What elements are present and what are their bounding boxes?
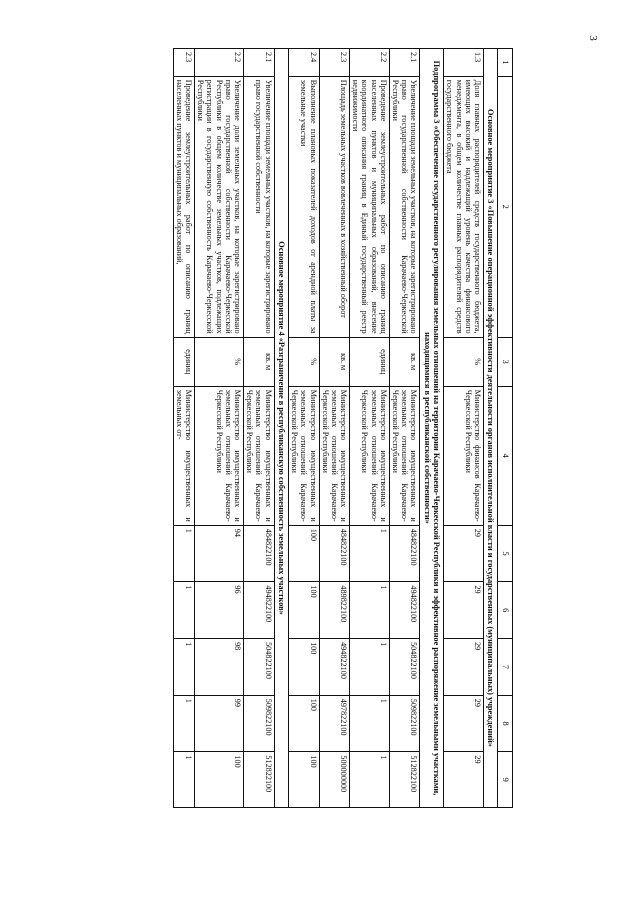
row-number: 1.3 [444, 49, 484, 77]
value-year-5: 100 [288, 752, 319, 808]
column-header: 5 [498, 525, 513, 582]
value-year-4: 509822100 [389, 695, 420, 752]
value-year-4: 1 [350, 695, 390, 752]
value-year-1: 484822100 [244, 525, 275, 582]
value-year-4: 1 [173, 695, 194, 752]
table-row [288, 49, 319, 808]
unit: % [444, 337, 484, 386]
table-row [444, 49, 484, 808]
value-year-2: 96 [195, 582, 244, 639]
section-title: Подпрограмма 3 «Обеспечение государственного регулирования земельных отношений на территории Карачаево-Черкесской Республики и эффективное распоряжение земельными участками, находящимися в республиканской собственности» [420, 49, 444, 808]
value-year-5: 512822100 [244, 752, 275, 808]
value-year-5: 1 [173, 752, 194, 808]
table-row [319, 49, 350, 808]
value-year-2: 494822100 [389, 582, 420, 639]
section-title: Основное мероприятие 3 «Повышение операционной эффективности деятельности органов исполнительной власти и государственных (муниципальных) учреждений» [483, 49, 497, 808]
value-year-3: 29 [444, 639, 484, 696]
value-year-1: 100 [288, 525, 319, 582]
indicator-name: Увеличение доли земельных участков, на которые зарегистрировано право государственной собственности Карачаево-Черкесской Республики в общем количестве земельных участков, подлежащих регистрации в государственную собственность Карачаево-Черкесской Республики [195, 76, 244, 337]
column-number-row [498, 49, 513, 808]
table-row [244, 49, 275, 808]
unit: кв. м [319, 337, 350, 386]
column-header: 1 [498, 49, 513, 77]
indicator-name: Доля главных распорядителей средств государственного бюджета, имеющих высокий и надлежащий уровень качества финансового менеджмента, в общем количестве главных распорядителей средств государственного бюджета [444, 76, 484, 337]
value-year-1: 1 [173, 525, 194, 582]
unit: % [195, 337, 244, 386]
responsible-executor: Министерство имущественных и земельных отношений Карачаево-Черкесской Республики [244, 386, 275, 525]
section-header-row [483, 49, 497, 808]
responsible-executor: Министерство имущественных и земельных отношений Карачаево-Черкесской Республики [389, 386, 420, 525]
unit: единиц [350, 337, 390, 386]
value-year-3: 1 [350, 639, 390, 696]
value-year-2: 29 [444, 582, 484, 639]
unit: кв. м [389, 337, 420, 386]
section-header-row [420, 49, 444, 808]
rotated-table-container [92, 48, 513, 808]
value-year-2: 489822100 [319, 582, 350, 639]
value-year-4: 509822100 [244, 695, 275, 752]
column-header: 8 [498, 695, 513, 752]
responsible-executor: Министерство финансов Карачаево-Черкесской Республики [444, 386, 484, 525]
value-year-1: 484822100 [319, 525, 350, 582]
indicator-name: Увеличение площади земельных участков, на которые зарегистрировано право государственной собственности [244, 76, 275, 337]
document-sheet [92, 48, 513, 808]
row-number: 2.1 [244, 49, 275, 77]
section-title: Основное мероприятие 4 «Разграничение в республиканскую собственность земельных участков» [274, 49, 288, 808]
value-year-2: 100 [288, 582, 319, 639]
row-number: 2.3 [319, 49, 350, 77]
row-number: 2.1 [389, 49, 420, 77]
table-row [350, 49, 390, 808]
indicator-name: Проведение землеустроительных работ по описанию границ населенных пунктов и муниципальных образований, [173, 76, 194, 337]
value-year-3: 1 [173, 639, 194, 696]
table-row [195, 49, 244, 808]
value-year-2: 1 [173, 582, 194, 639]
value-year-4: 99 [195, 695, 244, 752]
column-header: 4 [498, 386, 513, 525]
value-year-4: 100 [288, 695, 319, 752]
value-year-3: 504822100 [244, 639, 275, 696]
value-year-2: 494822100 [244, 582, 275, 639]
unit: кв. м [244, 337, 275, 386]
value-year-1: 1 [350, 525, 390, 582]
indicators-table [173, 48, 513, 808]
column-header: 3 [498, 337, 513, 386]
row-number: 2.2 [195, 49, 244, 77]
value-year-2: 1 [350, 582, 390, 639]
value-year-3: 504822100 [389, 639, 420, 696]
value-year-3: 494822100 [319, 639, 350, 696]
value-year-5: 500000000 [319, 752, 350, 808]
unit: % [288, 337, 319, 386]
value-year-5: 512822100 [389, 752, 420, 808]
responsible-executor: Министерство имущественных и земельных отношений Карачаево-Черкесской Республики [350, 386, 390, 525]
responsible-executor: Министерство имущественных и земельных отношений Карачаево-Черкесской Республики [319, 386, 350, 525]
value-year-4: 29 [444, 695, 484, 752]
value-year-1: 29 [444, 525, 484, 582]
value-year-5: 29 [444, 752, 484, 808]
value-year-5: 1 [350, 752, 390, 808]
table-body [173, 49, 498, 808]
row-number: 2.3 [173, 49, 194, 77]
responsible-executor: Министерство имущественных и земельных от- [173, 386, 194, 525]
indicator-name: Проведение землеустроительных работ по описанию границ населенных пунктов и муниципальных образований, внесение координатного описания границ в Единый государственный реестр недвижимости [350, 76, 390, 337]
row-number: 2.4 [288, 49, 319, 77]
value-year-3: 98 [195, 639, 244, 696]
page-number: 3 [586, 35, 599, 41]
responsible-executor: Министерство имущественных и земельных отношений Карачаево-Черкесской Республики [288, 386, 319, 525]
column-header: 2 [498, 76, 513, 337]
indicator-name: Площадь земельных участков вовлеченных в хозяйственный оборот [319, 76, 350, 337]
table-row [389, 49, 420, 808]
value-year-1: 94 [195, 525, 244, 582]
unit: единиц [173, 337, 194, 386]
column-header: 9 [498, 752, 513, 808]
indicator-name: Выполнение плановых показателей доходов от арендной платы за земельные участки [288, 76, 319, 337]
column-header: 7 [498, 639, 513, 696]
section-header-row [274, 49, 288, 808]
value-year-4: 497822100 [319, 695, 350, 752]
indicator-name: Увеличение площади земельных участков, на которые зарегистрировано право государственной собственности Карачаево-Черкесской Республики [389, 76, 420, 337]
value-year-1: 484822100 [389, 525, 420, 582]
row-number: 2.2 [350, 49, 390, 77]
value-year-5: 100 [195, 752, 244, 808]
column-header: 6 [498, 582, 513, 639]
table-row [173, 49, 194, 808]
responsible-executor: Министерство имущественных и земельных отношений Карачаево-Черкесской Республики [195, 386, 244, 525]
value-year-3: 100 [288, 639, 319, 696]
